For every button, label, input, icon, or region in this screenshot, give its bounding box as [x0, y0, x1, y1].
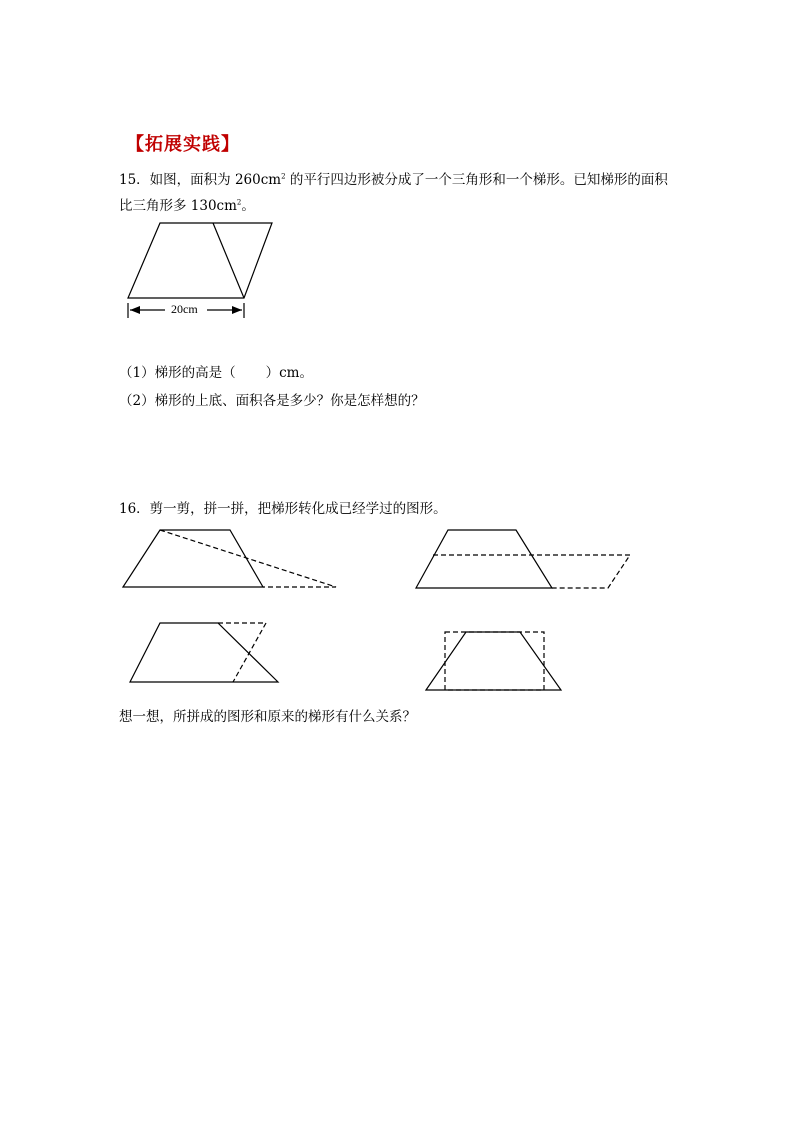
q15-sub1-text-b: ）cm。	[265, 365, 313, 381]
q15-line1-text-a: 15．如图，面积为 260cm	[119, 172, 282, 188]
q15-line1-sup: 2	[281, 172, 286, 181]
fig3-dashed	[218, 623, 266, 682]
fig1-trapezoid	[123, 530, 263, 587]
fig2-trapezoid	[416, 530, 552, 588]
q15-sub2: （2）梯形的上底、面积各是多少？你是怎样想的？	[119, 393, 425, 409]
fig4-trapezoid	[426, 632, 561, 690]
q15-line2-sup: 2	[236, 198, 242, 207]
q16-question: 想一想，所拼成的图形和原来的梯形有什么关系？	[119, 709, 416, 725]
fig3-trapezoid	[130, 623, 278, 682]
dimension-label: 20cm	[171, 302, 198, 316]
fig2-dashed	[433, 555, 630, 588]
q15-line1-text-b: 的平行四边形被分成了一个三角形和一个梯形。已知梯形的面积	[285, 172, 668, 188]
q15-line2-text-b: 。	[241, 198, 255, 214]
section-title: 【拓展实践】	[126, 134, 240, 155]
q15-line2-text-a: 比三角形多 130cm	[119, 198, 237, 214]
q15-sub1-text-a: （1）梯形的高是（	[119, 365, 236, 381]
fig1-dashed	[160, 530, 336, 587]
q16-text: 16．剪一剪，拼一拼，把梯形转化成已经学过的图形。	[119, 501, 447, 517]
